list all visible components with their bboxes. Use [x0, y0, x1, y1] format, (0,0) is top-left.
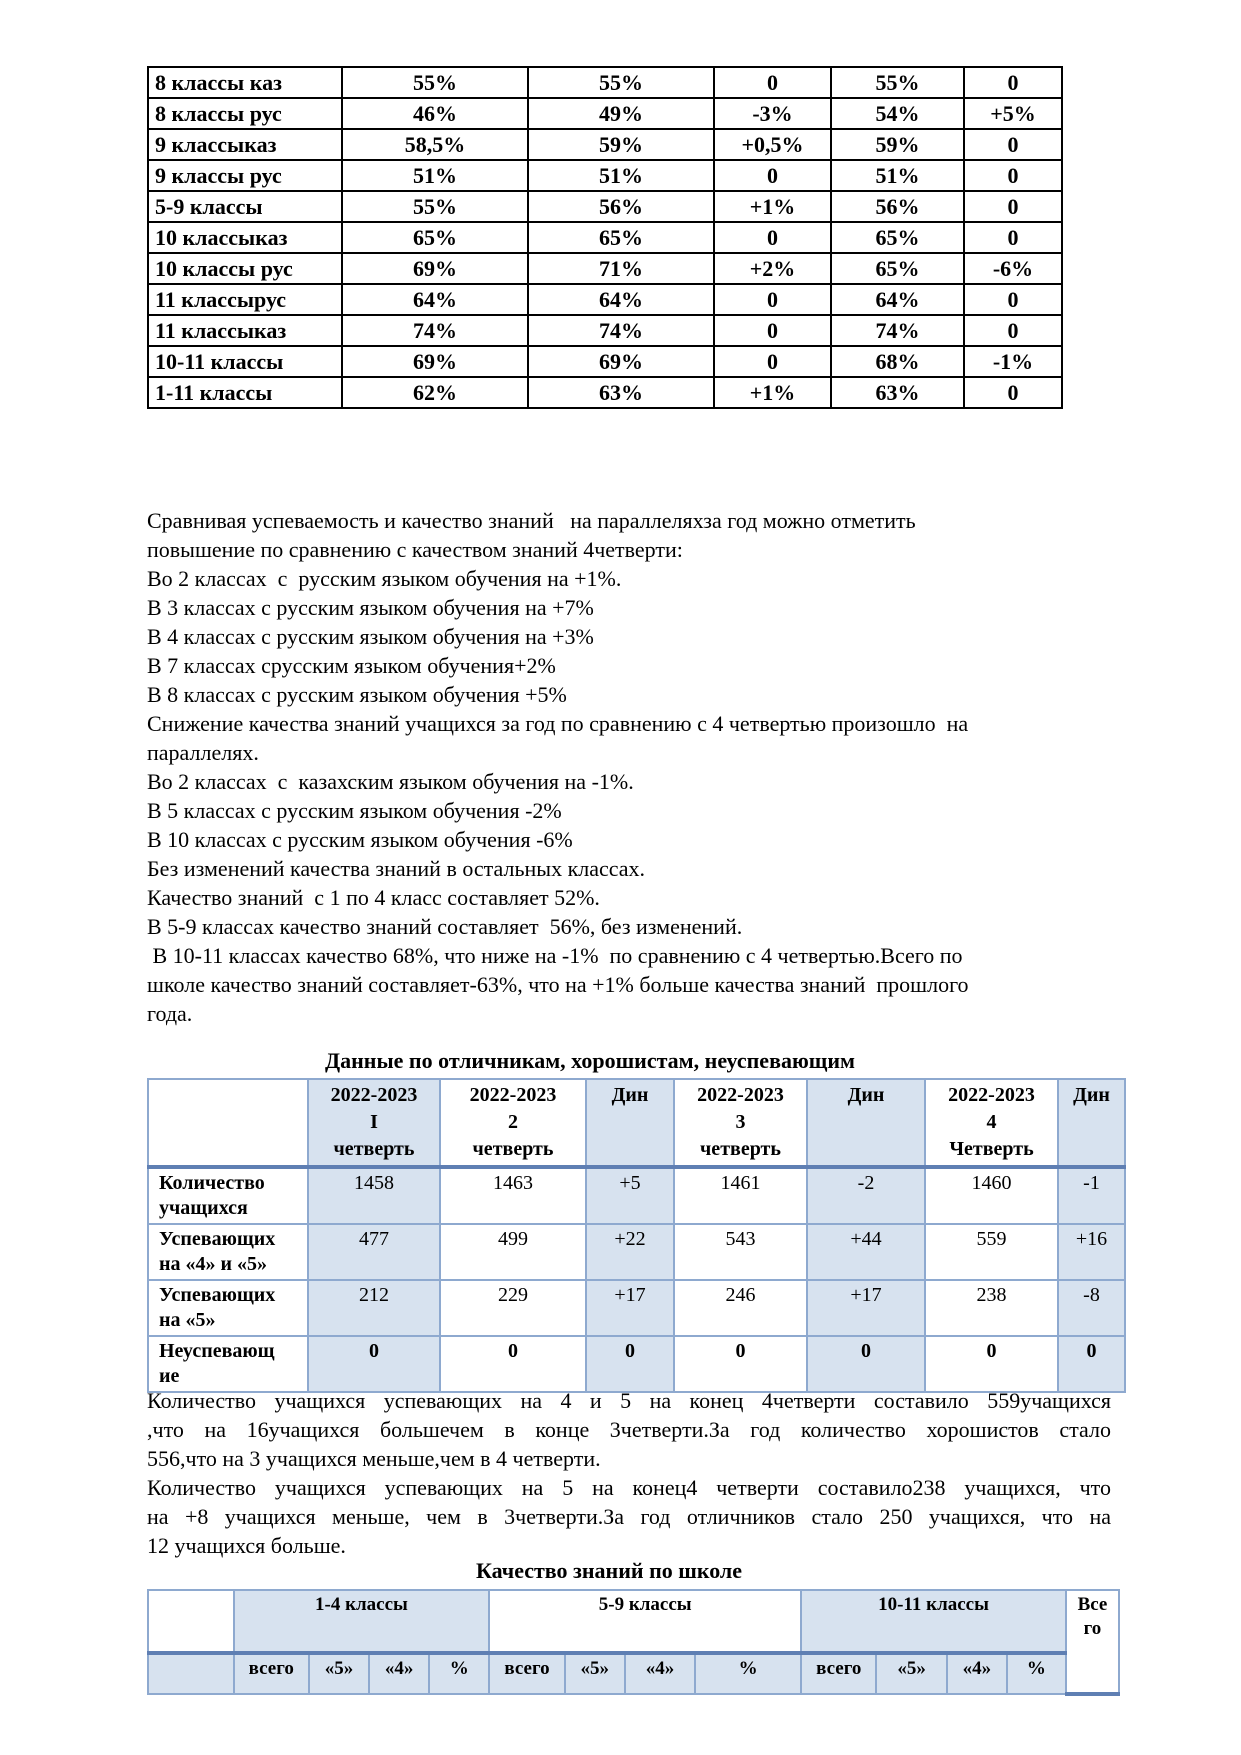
table-row — [148, 377, 1062, 408]
value-cell: 0 — [964, 284, 1062, 315]
students-performance-table — [147, 1078, 1126, 1393]
text-line: 12 учащихся больше. — [147, 1533, 346, 1558]
value-cell: 0 — [714, 67, 831, 98]
value-cell: 0 — [714, 222, 831, 253]
header-cell — [586, 1079, 674, 1167]
table-row — [148, 1224, 1125, 1280]
row-label-cell — [148, 1224, 308, 1280]
school-quality-table — [147, 1589, 1120, 1696]
text-line: В 10-11 классах качество 68%, что ниже на -1% по сравнению с 4 четвертью.Всего по — [147, 943, 963, 968]
value-cell: 74% — [528, 315, 714, 346]
value-cell: 69% — [342, 253, 528, 284]
table-row — [148, 222, 1062, 253]
value-cell: 1461 — [674, 1167, 807, 1224]
header-text: 2022-2023 — [948, 1084, 1035, 1106]
table-row — [148, 67, 1062, 98]
value-cell: +5 — [586, 1167, 674, 1224]
subheader-cell: «5» — [876, 1653, 946, 1694]
value-cell: +17 — [586, 1280, 674, 1336]
group-header-cell: 10-11 классы — [801, 1590, 1066, 1653]
header-text: 2022-2023 — [330, 1084, 418, 1106]
performance-summary-text — [147, 1386, 1111, 1560]
text-line: Сравнивая успеваемость и качество знаний на параллеляхза год можно отметить — [147, 508, 916, 533]
header-cell — [308, 1079, 440, 1167]
corner-cell — [148, 1653, 234, 1694]
value-cell: -2 — [807, 1167, 925, 1224]
value-cell: 63% — [528, 377, 714, 408]
header-cell — [440, 1079, 586, 1167]
table-row — [148, 253, 1062, 284]
value-cell: +1% — [714, 377, 831, 408]
value-cell: 0 — [674, 1336, 807, 1392]
value-cell: +2% — [714, 253, 831, 284]
subheader-cell: всего — [801, 1653, 876, 1694]
group-header-cell: 1-4 классы — [234, 1590, 490, 1653]
header-text: четверть — [472, 1138, 554, 1160]
value-cell: 559 — [925, 1224, 1058, 1280]
subheader-cell: всего — [489, 1653, 564, 1694]
text-line: Во 2 классах с русским языком обучения на +1%. — [147, 566, 622, 591]
value-cell: 0 — [714, 315, 831, 346]
value-cell: 62% — [342, 377, 528, 408]
header-text: 4 — [986, 1111, 997, 1133]
value-cell: 71% — [528, 253, 714, 284]
value-cell: 0 — [964, 160, 1062, 191]
quality-analysis-text — [147, 506, 1112, 1028]
quality-by-class-table — [147, 66, 1063, 409]
value-cell: 477 — [308, 1224, 440, 1280]
value-cell: -8 — [1058, 1280, 1125, 1336]
value-cell: +0,5% — [714, 129, 831, 160]
value-cell: 0 — [308, 1336, 440, 1392]
text-line: В 5-9 классах качество знаний составляет 56%, без изменений. — [147, 914, 743, 939]
value-cell: 58,5% — [342, 129, 528, 160]
corner-cell — [148, 1590, 234, 1653]
table-row — [148, 346, 1062, 377]
header-text: Дин — [1073, 1084, 1110, 1106]
subheader-cell: % — [429, 1653, 489, 1694]
value-cell: 1460 — [925, 1167, 1058, 1224]
value-cell: +5% — [964, 98, 1062, 129]
row-label-cell — [148, 1280, 308, 1336]
table3-caption: Качество знаний по школе — [476, 1558, 743, 1583]
text-line: В 5 классах с русским языком обучения -2% — [147, 798, 562, 823]
text-line: В 4 классах с русским языком обучения на +3% — [147, 624, 594, 649]
value-cell: 499 — [440, 1224, 586, 1280]
value-cell: +44 — [807, 1224, 925, 1280]
value-cell: 59% — [528, 129, 714, 160]
subheader-cell: «4» — [947, 1653, 1007, 1694]
value-cell: -6% — [964, 253, 1062, 284]
value-cell: 0 — [964, 129, 1062, 160]
value-cell: 59% — [831, 129, 964, 160]
class-label-cell: 9 классыказ — [148, 129, 342, 160]
subheader-cell: «4» — [369, 1653, 429, 1694]
subheader-row — [148, 1653, 1119, 1694]
header-text: четверть — [700, 1138, 781, 1160]
value-cell: -1 — [1058, 1167, 1125, 1224]
table-row — [148, 191, 1062, 222]
class-label-cell: 11 классырус — [148, 284, 342, 315]
text-line: В 7 классах срусским языком обучения+2% — [147, 653, 556, 678]
value-cell: 212 — [308, 1280, 440, 1336]
value-cell: 0 — [440, 1336, 586, 1392]
value-cell: +22 — [586, 1224, 674, 1280]
value-cell: 246 — [674, 1280, 807, 1336]
value-cell: 55% — [831, 67, 964, 98]
value-cell: 0 — [714, 160, 831, 191]
value-cell: 229 — [440, 1280, 586, 1336]
class-label-cell: 8 классы каз — [148, 67, 342, 98]
subheader-cell: всего — [234, 1653, 309, 1694]
subheader-cell: «4» — [625, 1653, 695, 1694]
header-text: 2 — [508, 1111, 518, 1133]
text-line: В 10 классах с русским языком обучения -6% — [147, 827, 573, 852]
header-cell — [674, 1079, 807, 1167]
value-cell: 63% — [831, 377, 964, 408]
subheader-cell: % — [695, 1653, 801, 1694]
value-cell: 68% — [831, 346, 964, 377]
text-line: В 8 классах с русским языком обучения +5% — [147, 682, 567, 707]
value-cell: 65% — [528, 222, 714, 253]
value-cell: 0 — [714, 284, 831, 315]
value-cell: 51% — [528, 160, 714, 191]
class-label-cell: 10-11 классы — [148, 346, 342, 377]
group-header-cell: 5-9 классы — [489, 1590, 801, 1653]
value-cell: 64% — [831, 284, 964, 315]
class-label-cell: 8 классы рус — [148, 98, 342, 129]
table-row — [148, 160, 1062, 191]
text-line: параллелях. — [147, 740, 259, 765]
value-cell: 51% — [831, 160, 964, 191]
value-cell: +1% — [714, 191, 831, 222]
class-label-cell: 11 классыказ — [148, 315, 342, 346]
text-line: Количество учащихся успевающих на 4 и 5 на конец 4четверти составило 559учащихся — [147, 1388, 1111, 1413]
subheader-cell: «5» — [309, 1653, 369, 1694]
value-cell: 0 — [964, 315, 1062, 346]
value-cell: 0 — [1058, 1336, 1125, 1392]
value-cell: 69% — [342, 346, 528, 377]
header-text: четверть — [333, 1138, 415, 1160]
row-label-text: на «4» и «5» — [159, 1253, 268, 1275]
row-label-text: ие — [159, 1365, 180, 1387]
header-text: Дин — [611, 1084, 649, 1106]
value-cell: 0 — [964, 222, 1062, 253]
row-label-text: Неуспевающ — [159, 1340, 275, 1362]
value-cell: 55% — [342, 67, 528, 98]
header-text: 3 — [735, 1111, 746, 1133]
text-line: Количество учащихся успевающих на 5 на конец4 четверти составило238 учащихся, что — [147, 1475, 1111, 1500]
class-label-cell: 5-9 классы — [148, 191, 342, 222]
value-cell: 0 — [964, 67, 1062, 98]
text-line: школе качество знаний составляет-63%, что на +1% больше качества знаний прошлого — [147, 972, 969, 997]
row-label-text: Успевающих — [159, 1284, 276, 1306]
table2-caption: Данные по отличникам, хорошистам, неуспевающим — [325, 1048, 855, 1073]
table-row — [148, 1336, 1125, 1392]
value-cell: -3% — [714, 98, 831, 129]
total-header-cell — [1066, 1590, 1119, 1694]
corner-cell — [148, 1079, 308, 1167]
header-cell — [1058, 1079, 1125, 1167]
value-cell: -1% — [964, 346, 1062, 377]
value-cell: 0 — [964, 377, 1062, 408]
value-cell: 49% — [528, 98, 714, 129]
text-line: Во 2 классах с казахским языком обучения на -1%. — [147, 769, 634, 794]
value-cell: 55% — [342, 191, 528, 222]
subheader-cell: % — [1007, 1653, 1066, 1694]
value-cell: 55% — [528, 67, 714, 98]
text-line: повышение по сравнению с качеством знаний 4четверти: — [147, 537, 683, 562]
value-cell: 64% — [528, 284, 714, 315]
value-cell: 56% — [831, 191, 964, 222]
table-row — [148, 284, 1062, 315]
subheader-cell: «5» — [565, 1653, 625, 1694]
class-label-cell: 1-11 классы — [148, 377, 342, 408]
header-text: 2022-2023 — [469, 1084, 557, 1106]
value-cell: 64% — [342, 284, 528, 315]
header-row — [148, 1079, 1125, 1167]
header-cell — [925, 1079, 1058, 1167]
header-text: I — [370, 1111, 378, 1133]
row-label-cell — [148, 1167, 308, 1224]
row-label-cell — [148, 1336, 308, 1392]
text-line: Без изменений качества знаний в остальных классах. — [147, 856, 646, 881]
table-row — [148, 315, 1062, 346]
value-cell: 65% — [831, 253, 964, 284]
value-cell: 0 — [807, 1336, 925, 1392]
class-label-cell: 10 классыказ — [148, 222, 342, 253]
header-text: Все — [1077, 1594, 1108, 1615]
text-line: 556,что на 3 учащихся меньше,чем в 4 четверти. — [147, 1446, 601, 1471]
text-line: Качество знаний с 1 по 4 класс составляет 52%. — [147, 885, 600, 910]
value-cell: 51% — [342, 160, 528, 191]
value-cell: 0 — [925, 1336, 1058, 1392]
text-line: Снижение качества знаний учащихся за год по сравнению с 4 четвертью произошло на — [147, 711, 969, 736]
text-line: ,что на 16учащихся большечем в конце 3четверти.За год количество хорошистов стало — [147, 1417, 1111, 1442]
value-cell: +16 — [1058, 1224, 1125, 1280]
row-label-text: учащихся — [159, 1197, 248, 1219]
header-text: Четверть — [949, 1138, 1034, 1160]
value-cell: 0 — [586, 1336, 674, 1392]
table-row — [148, 98, 1062, 129]
row-label-text: Успевающих — [159, 1228, 276, 1250]
table-row — [148, 1280, 1125, 1336]
value-cell: 65% — [342, 222, 528, 253]
value-cell: 238 — [925, 1280, 1058, 1336]
row-label-text: Количество — [159, 1172, 265, 1194]
value-cell: 74% — [342, 315, 528, 346]
text-line: В 3 классах с русским языком обучения на +7% — [147, 595, 594, 620]
value-cell: 1463 — [440, 1167, 586, 1224]
header-text: 2022-2023 — [697, 1084, 784, 1106]
header-text: го — [1083, 1618, 1102, 1639]
value-cell: +17 — [807, 1280, 925, 1336]
text-line: года. — [147, 1001, 193, 1026]
value-cell: 69% — [528, 346, 714, 377]
table-row — [148, 1167, 1125, 1224]
table-row — [148, 129, 1062, 160]
value-cell: 543 — [674, 1224, 807, 1280]
value-cell: 0 — [964, 191, 1062, 222]
header-cell — [807, 1079, 925, 1167]
value-cell: 1458 — [308, 1167, 440, 1224]
value-cell: 46% — [342, 98, 528, 129]
value-cell: 54% — [831, 98, 964, 129]
value-cell: 74% — [831, 315, 964, 346]
value-cell: 0 — [714, 346, 831, 377]
class-label-cell: 9 классы рус — [148, 160, 342, 191]
row-label-text: на «5» — [159, 1309, 216, 1331]
header-row — [148, 1590, 1119, 1653]
class-label-cell: 10 классы рус — [148, 253, 342, 284]
value-cell: 56% — [528, 191, 714, 222]
header-text: Дин — [847, 1084, 885, 1106]
value-cell: 65% — [831, 222, 964, 253]
text-line: на +8 учащихся меньше, чем в 3четверти.За год отличников стало 250 учащихся, что на — [147, 1504, 1111, 1529]
